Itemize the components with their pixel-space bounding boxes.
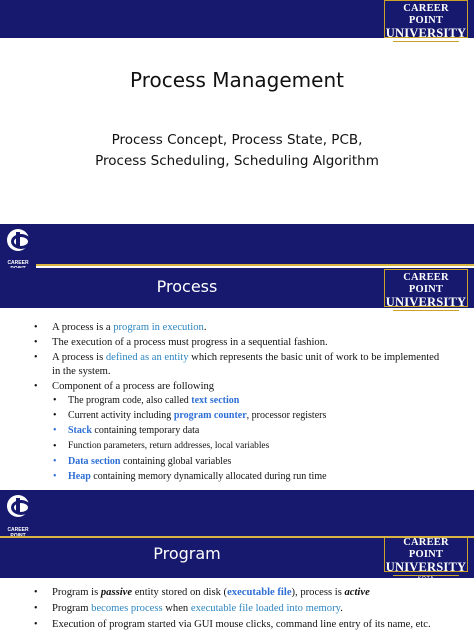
presentation-title: Process Management	[130, 68, 344, 92]
sub-list-item: • Current activity including program counter, processor registers	[53, 410, 327, 422]
sub-list-item: • The program code, also called text section	[53, 395, 240, 407]
list-item: • A process is defined as an entity which represents the basic unit of work to be implemented in the system.	[34, 352, 440, 377]
career-point-emblem-icon	[7, 495, 29, 517]
list-item: • A process is a program in execution.	[34, 322, 207, 333]
sub-list-item: • Function parameters, return addresses, local variables	[53, 440, 270, 452]
list-item: • Execution of program started via GUI mouse clicks, command line entry of its name, etc.	[34, 619, 431, 631]
university-logo: CAREER POINT UNIVERSITY KOTA	[384, 0, 468, 38]
list-item: • Component of a process are following	[34, 380, 215, 392]
sub-list-item: • Heap containing memory dynamically allocated during run time	[53, 471, 327, 483]
subtitle-line-2: Process Scheduling, Scheduling Algorithm	[95, 153, 379, 169]
footer-strip-2	[0, 490, 474, 538]
list-item: • Program becomes process when executable file loaded into memory.	[34, 603, 343, 615]
sub-list-item: • Data section containing global variables	[53, 455, 232, 467]
subtitle-line-1: Process Concept, Process State, PCB,	[111, 132, 363, 148]
slide-title	[0, 0, 474, 224]
career-point-logo: CAREER	[0, 224, 36, 268]
university-logo: CAREER POINT UNIVERSITY KOTA	[384, 269, 468, 307]
list-item: • The execution of a process must progress in a sequential fashion.	[34, 337, 328, 349]
bullet-list	[0, 586, 474, 632]
footer-strip-1	[0, 224, 474, 268]
university-logo: CAREER POINT UNIVERSITY KOTA	[384, 538, 468, 572]
slide-program	[0, 538, 474, 632]
bullet-list	[0, 321, 474, 483]
slide-heading: Process	[156, 277, 218, 296]
slide-heading: Program	[153, 544, 221, 563]
career-point-logo: CAREER	[0, 490, 36, 538]
career-point-emblem-icon	[7, 229, 29, 251]
sub-list-item: • Stack containing temporary data	[53, 425, 200, 437]
list-item: • Program is passive entity stored on disk (executable file), process is active	[34, 587, 370, 598]
slide-process	[0, 268, 474, 490]
